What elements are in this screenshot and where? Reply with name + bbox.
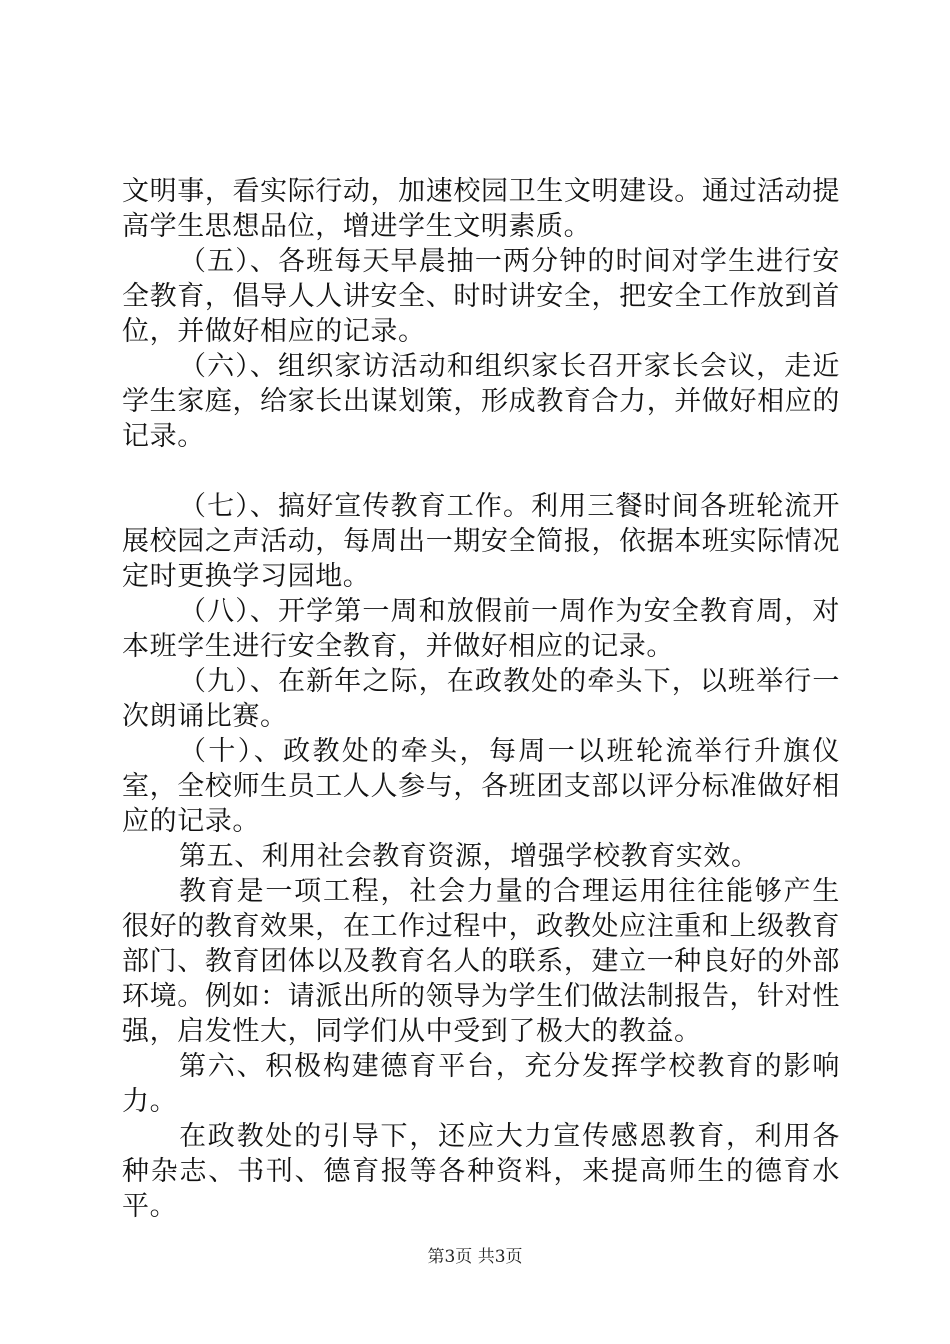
page-footer: 第3页 共3页 [427, 1247, 523, 1267]
paragraph-item-10: （十）、政教处的牵头，每周一以班轮流举行升旗仪室，全校师生员工人人参与，各班团支部以评分标准做好相应的记录。 [122, 736, 840, 837]
section-heading-5: 第五、利用社会教育资源，增强学校教育实效。 [179, 841, 759, 872]
paragraph-item-5: （五）、各班每天早晨抽一两分钟的时间对学生进行安全教育，倡导人人讲安全、时时讲安全，把安全工作放到首位，并做好相应的记录。 [122, 246, 840, 347]
paragraph-section-6-body: 在政教处的引导下，还应大力宣传感恩教育，利用各种杂志、书刊、德育报等各种资料，来提高师生的德育水平。 [122, 1121, 840, 1222]
document-body [122, 174, 840, 1224]
paragraph-item-6: （六）、组织家访活动和组织家长召开家长会议，走近学生家庭，给家长出谋划策，形成教育合力，并做好相应的记录。 [122, 351, 840, 452]
paragraph-continuation: 文明事，看实际行动，加速校园卫生文明建设。通过活动提高学生思想品位，增进学生文明素质。 [122, 176, 840, 242]
section-heading-6: 第六、积极构建德育平台，充分发挥学校教育的影响力。 [122, 1051, 840, 1117]
paragraph-section-5-body: 教育是一项工程，社会力量的合理运用往往能够产生很好的教育效果，在工作过程中，政教处应注重和上级教育部门、教育团体以及教育名人的联系，建立一种良好的外部环境。例如：请派出所的领导为学生们做法制报告，针对性强，启发性大，同学们从中受到了极大的教益。 [122, 876, 840, 1047]
paragraph-item-9: （九）、在新年之际，在政教处的牵头下，以班举行一次朗诵比赛。 [122, 666, 840, 732]
paragraph-item-8: （八）、开学第一周和放假前一周作为安全教育周，对本班学生进行安全教育，并做好相应的记录。 [122, 596, 840, 662]
paragraph-item-7: （七）、搞好宣传教育工作。利用三餐时间各班轮流开展校园之声活动，每周出一期安全简报，依据本班实际情况定时更换学习园地。 [122, 491, 840, 592]
